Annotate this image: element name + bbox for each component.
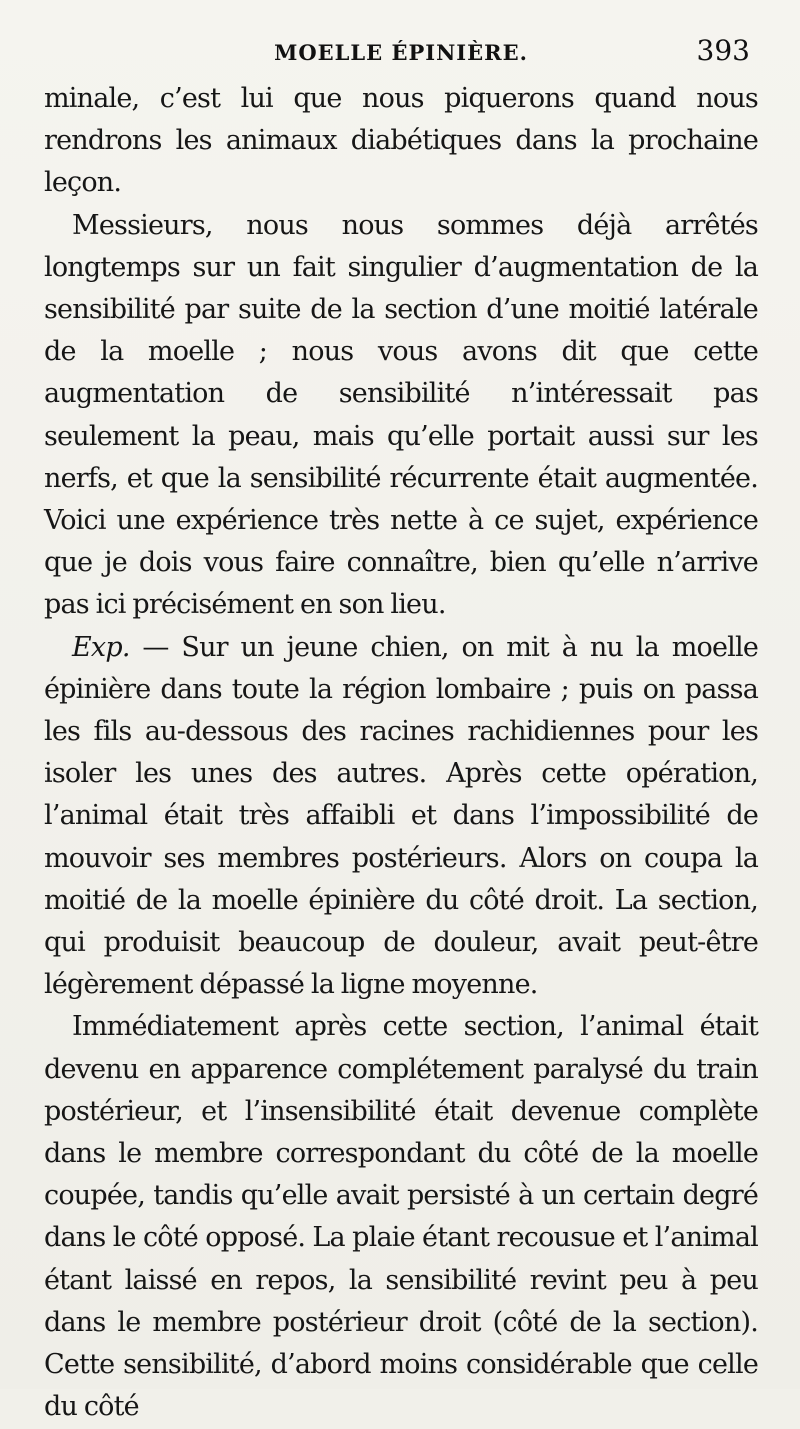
experiment-label: Exp.: [72, 631, 130, 663]
paragraph-continued: minale, c’est lui que nous piquerons quand nous rendrons les animaux diabétiques dans la prochaine leçon.: [44, 83, 758, 199]
page-number: 393: [696, 34, 750, 67]
paragraph: Messieurs, nous nous sommes déjà arrêtés longtemps sur un fait singulier d’augmentation de la sensibilité par suite de la section d’une moitié latérale de la moelle ; nous vous avons dit que cette augmentation de sensibilité n’intéressait pas seulement la peau, mais qu’elle portait aussi sur les nerfs, et que la sensibilité récurrente était augmentée. Voici une expérience très nette à ce sujet, expérience que je dois vous faire connaître, bien qu’elle n’arrive pas ici précisément en son lieu.: [44, 209, 758, 621]
paragraph-experiment: [44, 627, 758, 1007]
paragraph: Immédiatement après cette section, l’animal était devenu en apparence complétement paralysé du train postérieur, et l’insensibilité était devenue complète dans le membre correspondant du côté de la moelle coupée, tandis qu’elle avait persisté à un certain degré dans le côté opposé. La plaie étant recousue et l’animal étant laissé en repos, la sensibilité revint peu à peu dans le membre postérieur droit (côté de la section). Cette sensibilité, d’abord moins considérable que celle du côté: [44, 1011, 758, 1423]
experiment-text: Sur un jeune chien, on mit à nu la moelle épinière dans toute la région lombaire ; puis on passa les fils au-dessous des racines rachidiennes pour les isoler les unes des autres. Après cette opération, l’animal était très affaibli et dans l’impossibilité de mouvoir ses membres postérieurs. Alors on coupa la moitié de la moelle épinière du côté droit. La section, qui produisit beaucoup de douleur, avait peut-être légèrement dépassé la ligne moyenne.: [44, 631, 758, 1001]
page-header: [44, 0, 758, 78]
experiment-dash: —: [129, 631, 182, 663]
body-text: [44, 78, 758, 1429]
running-title: MOELLE ÉPINIÈRE.: [274, 40, 528, 65]
